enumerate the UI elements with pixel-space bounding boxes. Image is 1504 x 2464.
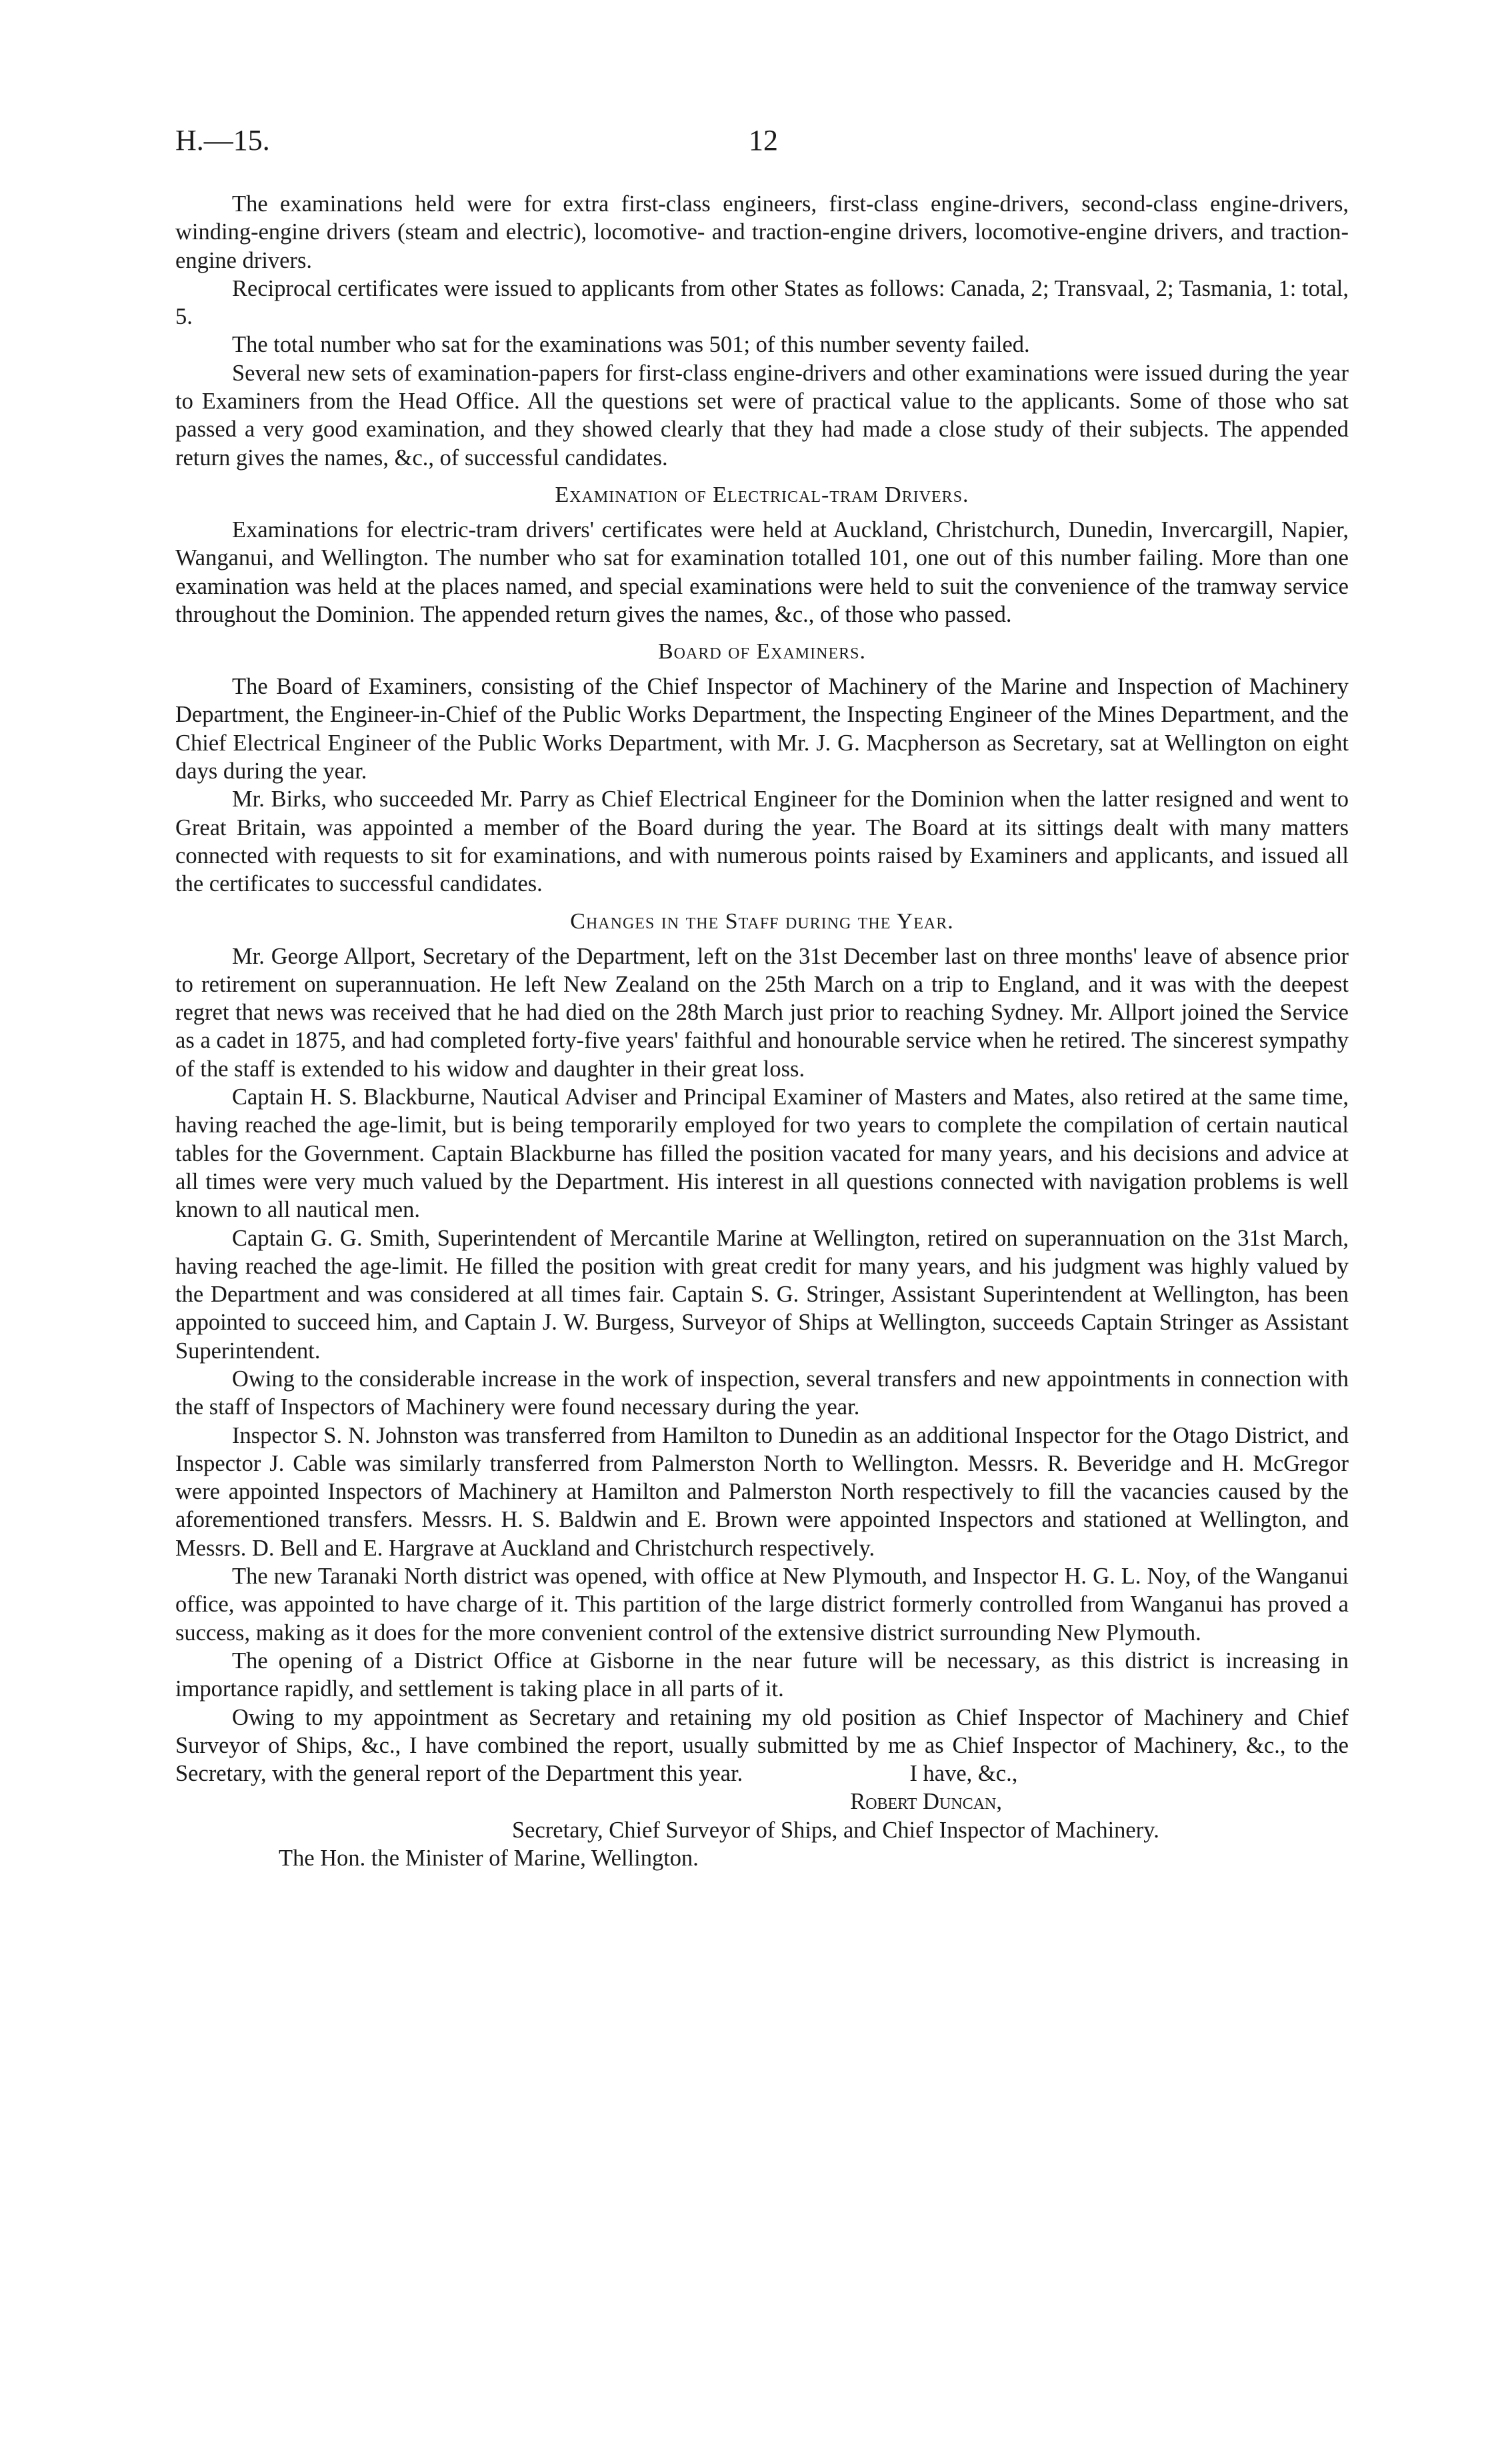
- paragraph: Mr. George Allport, Secretary of the Department, left on the 31st December last on three months' leave of absence prior to retirement on superannuation. He left New Zealand on the 25th March on a trip to England, and it was with the deepest regret that news was received that he had died on the 28th March just prior to reaching Sydney. Mr. Allport joined the Service as a cadet in 1875, and had completed forty-five years' faithful and honourable service when he retired. The sincerest sympathy of the staff is extended to his widow and daughter in their great loss.: [175, 943, 1349, 1082]
- signature-title: Secretary, Chief Surveyor of Ships, and Chief Inspector of Machinery.: [512, 1817, 1159, 1843]
- page-header: [175, 123, 1349, 163]
- section-heading-staff: Changes in the Staff during the Year.: [570, 908, 954, 934]
- body-text: [175, 190, 1349, 1872]
- addressee: The Hon. the Minister of Marine, Wellington.: [279, 1846, 699, 1871]
- paragraph: The opening of a District Office at Gisborne in the near future will be necessary, as this district is increasing in importance rapidly, and settlement is taking place in all parts of it.: [175, 1648, 1349, 1702]
- paragraph: Captain G. G. Smith, Superintendent of Mercantile Marine at Wellington, retired on superannuation on the 31st March, having reached the age-limit. He filled the position with great credit for many years, and his judgment was highly valued by the Department and was considered at all times fair. Captain S. G. Stringer, Assistant Superintendent at Wellington, has been appointed to succeed him, and Captain J. W. Burgess, Surveyor of Ships at Wellington, succeeds Captain Stringer as Assistant Superintendent.: [175, 1225, 1349, 1364]
- paragraph: Several new sets of examination-papers for first-class engine-drivers and other examinations were issued during the year to Examiners from the Head Office. All the questions set were of practical value to the applicants. Some of those who sat passed a very good examination, and they showed clearly that they had made a close study of their subjects. The appended return gives the names, &c., of successful candidates.: [175, 360, 1349, 471]
- document-reference: H.—15.: [175, 124, 270, 157]
- signature-block: [175, 1788, 1349, 1844]
- signature-name: Robert Duncan,: [850, 1789, 1002, 1815]
- document-page: [175, 123, 1349, 1872]
- paragraph: Reciprocal certificates were issued to applicants from other States as follows: Canada, 2; Transvaal, 2; Tasmania, 1: total, 5.: [175, 275, 1349, 330]
- section-heading-tram: Examination of Electrical-tram Drivers.: [555, 482, 969, 507]
- paragraph: The new Taranaki North district was opened, with office at New Plymouth, and Inspector H. G. L. Noy, of the Wanganui office, was appointed to have charge of it. This partition of the large district formerly controlled from Wanganui has proved a success, making as it does for the more convenient control of the extensive district surrounding New Plymouth.: [175, 1564, 1349, 1646]
- paragraph: Mr. Birks, who succeeded Mr. Parry as Chief Electrical Engineer for the Dominion when the latter resigned and went to Great Britain, was appointed a member of the Board during the year. The Board at its sittings dealt with many matters connected with requests to sit for examinations, and with numerous points raised by Examiners and applicants, and issued all the certificates to successful candidates.: [175, 786, 1349, 897]
- paragraph: Examinations for electric-tram drivers' certificates were held at Auckland, Christchurch, Dunedin, Invercargill, Napier, Wanganui, and Wellington. The number who sat for examination totalled 101, one out of this number failing. More than one examination was held at the places named, and special examinations were held to suit the convenience of the tramway service throughout the Dominion. The appended return gives the names, &c., of those who passed.: [175, 517, 1349, 627]
- paragraph: Inspector S. N. Johnston was transferred from Hamilton to Dunedin as an additional Inspector for the Otago District, and Inspector J. Cable was similarly transferred from Palmerston North to Wellington. Messrs. R. Beveridge and H. McGregor were appointed Inspectors of Machinery at Hamilton and Palmerston North respectively to fill the vacancies caused by the aforementioned transfers. Messrs. H. S. Baldwin and E. Brown were appointed Inspectors and stationed at Wellington, and Messrs. D. Bell and E. Hargrave at Auckland and Christchurch respectively.: [175, 1422, 1349, 1561]
- paragraph: The Board of Examiners, consisting of the Chief Inspector of Machinery of the Marine and Inspection of Machinery Department, the Engineer-in-Chief of the Public Works Department, the Inspecting Engineer of the Mines Department, and the Chief Electrical Engineer of the Public Works Department, with Mr. J. G. Macpherson as Secretary, sat at Wellington on eight days during the year.: [175, 674, 1349, 784]
- paragraph: Captain H. S. Blackburne, Nautical Adviser and Principal Examiner of Masters and Mates, also retired at the same time, having reached the age-limit, but is being temporarily employed for two years to complete the compilation of certain nautical tables for the Government. Captain Blackburne has filled the position vacated for many years, and his decisions and advice at all times were very much valued by the Department. His interest in all questions connected with navigation problems is well known to all nautical men.: [175, 1084, 1349, 1223]
- closing-paragraph: [175, 1704, 1349, 1788]
- page-number: 12: [749, 124, 778, 157]
- paragraph: The examinations held were for extra first-class engineers, first-class engine-drivers, second-class engine-drivers, winding-engine drivers (steam and electric), locomotive- and traction-engine drivers, locomotive-engine drivers, and traction-engine drivers.: [175, 191, 1349, 273]
- closing-have: I have, &c.,: [909, 1761, 1018, 1787]
- closing-text: Owing to my appointment as Secretary and retaining my old position as Chief Inspector of Machinery and Chief Surveyor of Ships, &c., I have combined the report, usually submitted by me as Chief Inspector of Machinery, &c., to the Secretary, with the general report of the Department this year.: [175, 1704, 1349, 1787]
- paragraph: The total number who sat for the examinations was 501; of this number seventy failed.: [232, 332, 1030, 358]
- section-heading-board: Board of Examiners.: [658, 639, 866, 664]
- paragraph: Owing to the considerable increase in the work of inspection, several transfers and new appointments in connection with the staff of Inspectors of Machinery were found necessary during the year.: [175, 1366, 1349, 1420]
